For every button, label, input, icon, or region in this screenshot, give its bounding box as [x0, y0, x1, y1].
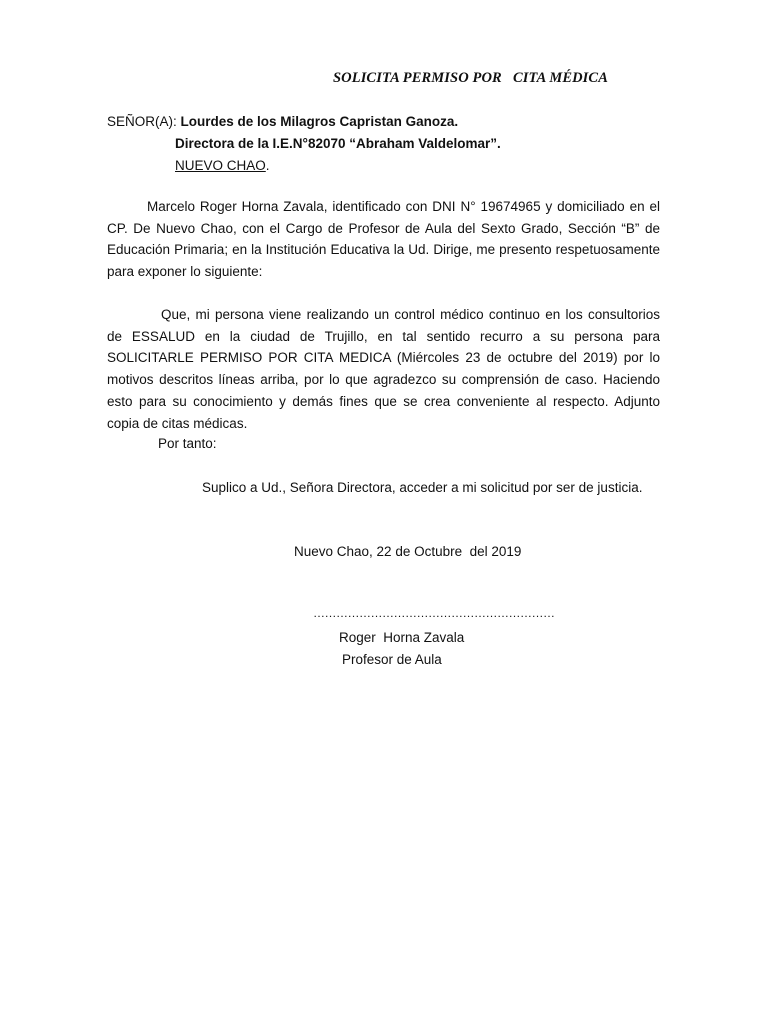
recipient-name: Lourdes de los Milagros Capristan Ganoza. — [180, 114, 459, 129]
recipient-position: Directora de la I.E.N°82070 “Abraham Valdelomar”. — [175, 136, 501, 151]
request-sentence: Suplico a Ud., Señora Directora, acceder a mi solicitud por ser de justicia. — [202, 480, 643, 495]
recipient-label: SEÑOR(A): — [107, 114, 177, 129]
place-date: Nuevo Chao, 22 de Octubre del 2019 — [294, 544, 522, 559]
recipient-city-suffix: . — [265, 158, 270, 173]
recipient-city: NUEVO CHAO — [175, 158, 266, 173]
closing-phrase: Por tanto: — [158, 436, 217, 451]
paragraph-introduction: Marcelo Roger Horna Zavala, identificado con DNI N° 19674965 y domiciliado en el CP. De Nuevo Chao, con el Cargo de Profesor de Aula del Sexto Grado, Sección “B” de Educación Primaria; en la Institución Educativa la Ud. Dirige, me presento respetuosamente para exponer lo siguiente: — [107, 199, 660, 280]
recipient-city-line — [175, 158, 270, 173]
signer-name: Roger Horna Zavala — [339, 630, 465, 645]
signer-role: Profesor de Aula — [342, 652, 442, 667]
paragraph-request: Que, mi persona viene realizando un control médico continuo en los consultorios de ESSALUD en la ciudad de Trujillo, en tal sentido recurro a su persona para SOLICITARLE PERMISO POR CITA MEDICA (Miércoles 23 de octubre del 2019) por lo motivos descritos líneas arriba, por lo que agradezco su comprensión de caso. Haciendo esto para su conocimiento y demás fines que se crea conveniente al respecto. Adjunto copia de citas médicas. — [107, 307, 660, 431]
document-title: SOLICITA PERMISO POR CITA MÉDICA — [333, 70, 608, 86]
recipient-line — [107, 114, 458, 129]
signature-line: ……………………………………………………… — [313, 606, 555, 620]
